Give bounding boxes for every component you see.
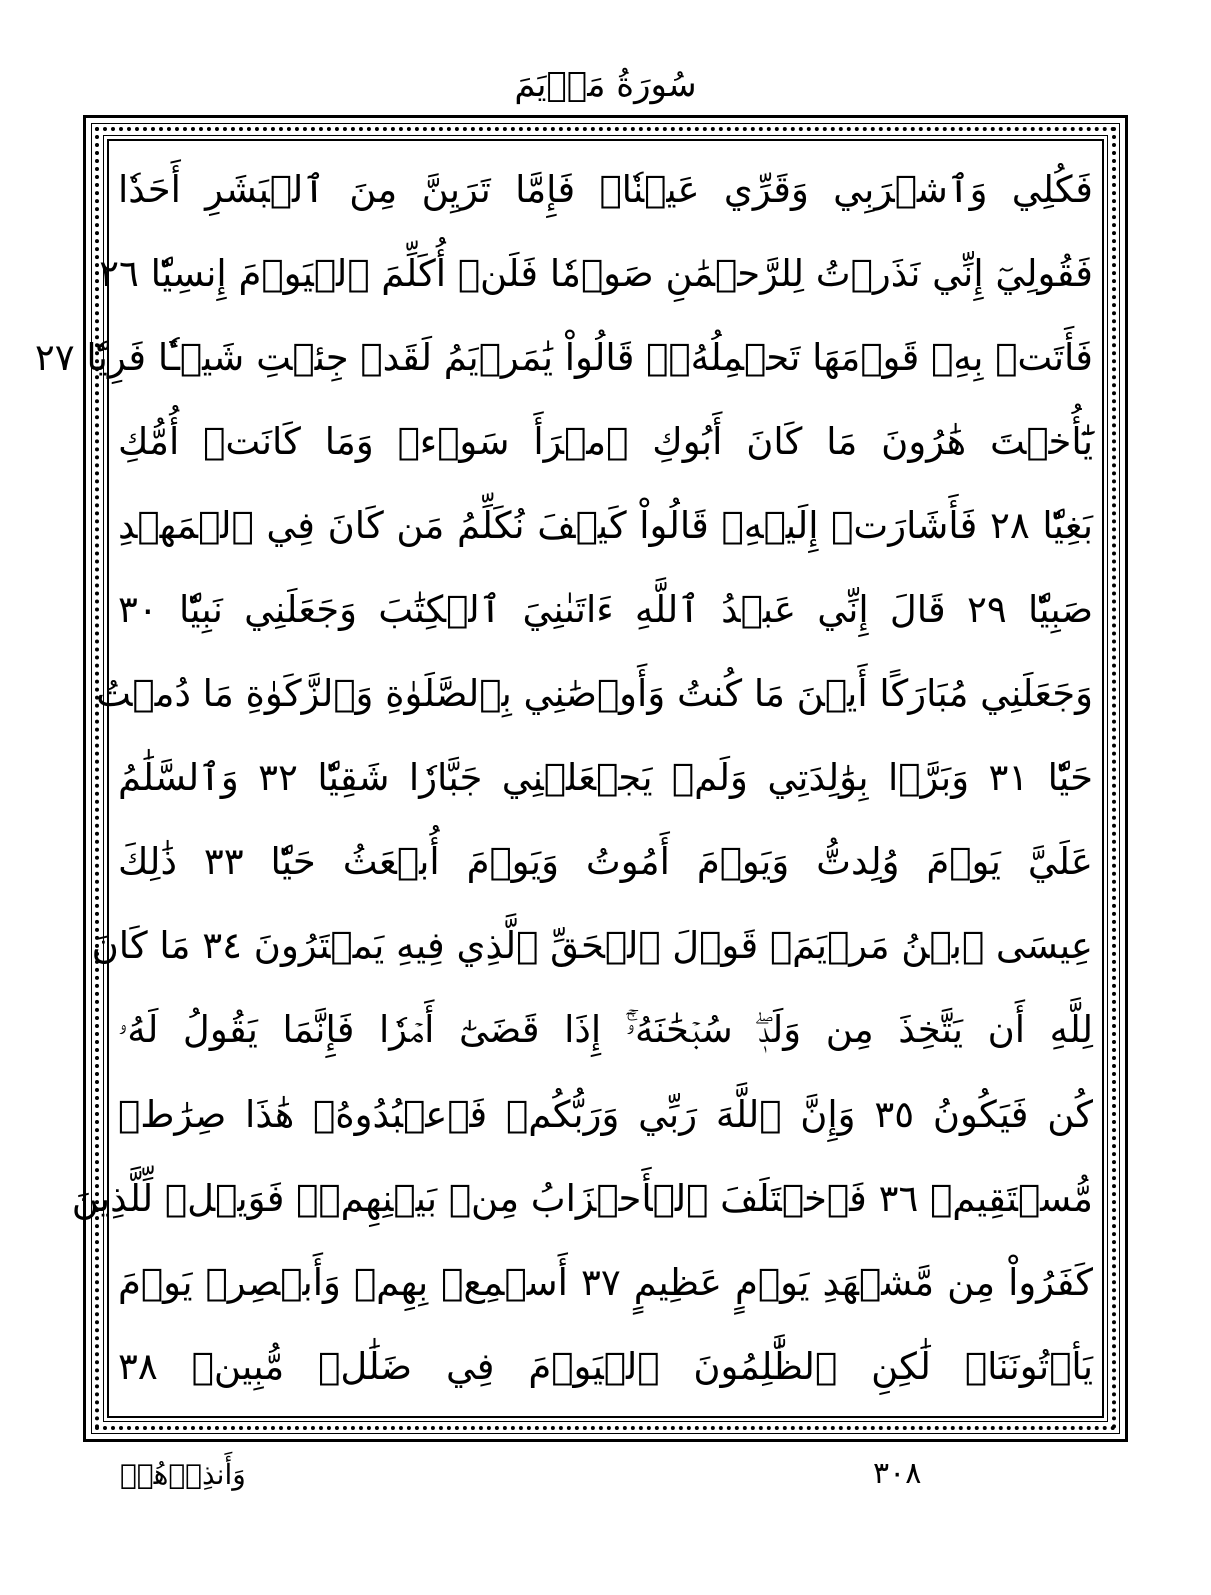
text-line xyxy=(118,736,1093,820)
text-line xyxy=(118,483,1093,567)
text-line-content: لِلَّهِ أَن يَتَّخِذَ مِن وَلَدٖۖ سُبۡحَٰنَهُۥٓۚ إِذَا قَضَىٰٓ أَمۡرٗا فَإِنَّمَا يَقُولُ لَهُۥ xyxy=(118,1007,1093,1051)
text-line xyxy=(118,399,1093,483)
text-line-content: بَغِيّٗا ٢٨ فَأَشَارَتۡ إِلَيۡهِۖ قَالُواْ كَيۡفَ نُكَلِّمُ مَن كَانَ فِي ٱلۡمَهۡدِ xyxy=(118,503,1093,547)
text-line xyxy=(118,1072,1093,1156)
text-line xyxy=(96,652,1093,736)
text-line xyxy=(34,315,1093,399)
text-line-content: عَلَيَّ يَوۡمَ وُلِدتُّ وَيَوۡمَ أَمُوتُ وَيَوۡمَ أُبۡعَثُ حَيّٗا ٣٣ ذَٰلِكَ xyxy=(118,840,1093,884)
text-line xyxy=(118,820,1093,904)
text-line-content: صَبِيّٗا ٢٩ قَالَ إِنِّي عَبۡدُ ٱللَّهِ ءَاتَىٰنِيَ ٱلۡكِتَٰبَ وَجَعَلَنِي نَبِيّٗا ٣٠ xyxy=(118,588,1093,632)
text-line-content: مُّسۡتَقِيمٞ ٣٦ فَٱخۡتَلَفَ ٱلۡأَحۡزَابُ مِنۢ بَيۡنِهِمۡۖ فَوَيۡلٞ لِّلَّذِينَ xyxy=(71,1176,1093,1220)
text-line-content: يَٰٓأُخۡتَ هَٰرُونَ مَا كَانَ أَبُوكِ ٱمۡرَأَ سَوۡءٖ وَمَا كَانَتۡ أُمُّكِ xyxy=(118,419,1093,463)
text-line-content: حَيّٗا ٣١ وَبَرَّۢا بِوَٰلِدَتِي وَلَمۡ يَجۡعَلۡنِي جَبَّارٗا شَقِيّٗا ٣٢ وَٱلسَّلَٰمُ xyxy=(118,756,1093,800)
text-line xyxy=(118,1240,1093,1324)
text-line-content: وَجَعَلَنِي مُبَارَكًا أَيۡنَ مَا كُنتُ وَأَوۡصَٰنِي بِٱلصَّلَوٰةِ وَٱلزَّكَوٰةِ مَا دُمۡتُ xyxy=(96,672,1093,716)
text-line-content: كُن فَيَكُونُ ٣٥ وَإِنَّ ٱللَّهَ رَبِّي وَرَبُّكُمۡ فَٱعۡبُدُوهُۚ هَٰذَا صِرَٰطٞ xyxy=(118,1092,1093,1136)
surah-title: سُورَةُ مَرۡيَمَ xyxy=(514,65,697,105)
quran-text-block xyxy=(34,147,1094,1409)
text-line xyxy=(71,1156,1093,1240)
text-line-content: كَفَرُواْ مِن مَّشۡهَدِ يَوۡمٍ عَظِيمٍ ٣٧ أَسۡمِعۡ بِهِمۡ وَأَبۡصِرۡ يَوۡمَ xyxy=(118,1260,1094,1304)
page-number: ٣٠٨ xyxy=(873,1456,922,1491)
text-line xyxy=(91,904,1093,988)
text-line xyxy=(99,231,1093,315)
text-line-content: عِيسَى ٱبۡنُ مَرۡيَمَۖ قَوۡلَ ٱلۡحَقِّ ٱلَّذِي فِيهِ يَمۡتَرُونَ ٣٤ مَا كَانَ xyxy=(91,924,1093,968)
text-line xyxy=(118,988,1093,1072)
text-line xyxy=(118,1324,1093,1408)
text-line-content: فَأَتَتۡ بِهِۦ قَوۡمَهَا تَحۡمِلُهُۥۖ قَالُواْ يَٰمَرۡيَمُ لَقَدۡ جِئۡتِ شَيۡـٔٗا فَرِيّٗا ٢٧ xyxy=(34,335,1093,379)
text-line-content: فَقُولِيٓ إِنِّي نَذَرۡتُ لِلرَّحۡمَٰنِ صَوۡمٗا فَلَنۡ أُكَلِّمَ ٱلۡيَوۡمَ إِنسِيّٗا ٢٦ xyxy=(99,251,1093,295)
text-line xyxy=(118,567,1093,651)
footer-catchword: وَأَنذِرۡهُمۡ xyxy=(120,1458,246,1491)
text-line xyxy=(118,147,1093,231)
text-line-content: فَكُلِي وَٱشۡرَبِي وَقَرِّي عَيۡنٗاۖ فَإِمَّا تَرَيِنَّ مِنَ ٱلۡبَشَرِ أَحَدٗا xyxy=(118,167,1093,211)
text-line-content: يَأۡتُونَنَاۖ لَٰكِنِ ٱلظَّٰلِمُونَ ٱلۡيَوۡمَ فِي ضَلَٰلٖ مُّبِينٖ ٣٨ xyxy=(118,1344,1093,1388)
